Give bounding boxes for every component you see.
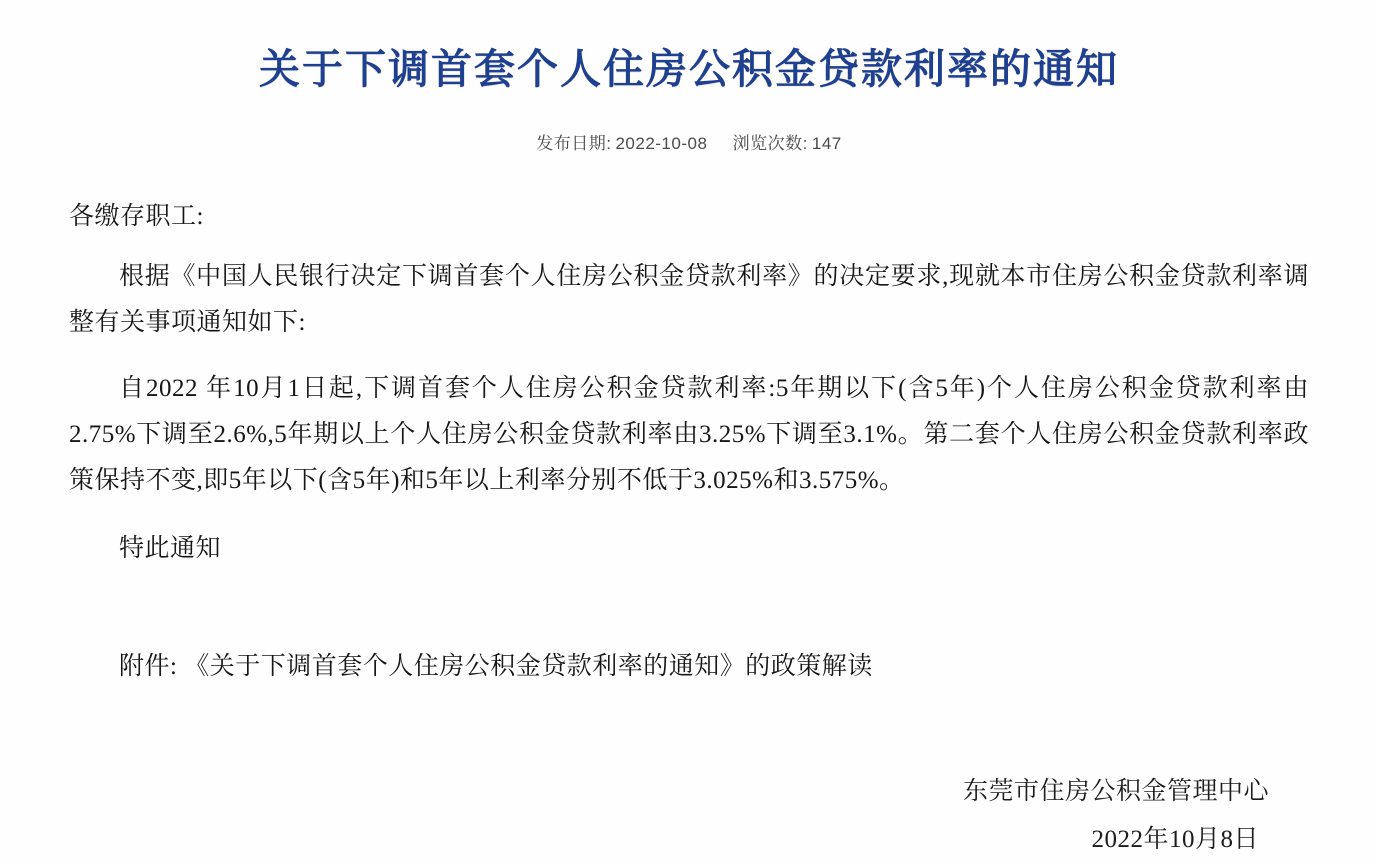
document-meta [0,129,1378,154]
paragraph-1: 根据《中国人民银行决定下调首套个人住房公积金贷款利率》的决定要求,现就本市住房公积金贷款利率调整有关事项通知如下: [69,263,1309,336]
paragraph-2: 自2022 年10月1日起,下调首套个人住房公积金贷款利率:5年期以下(含5年)个人住房公积金贷款利率由2.75%下调至2.6%,5年期以上个人住房公积金贷款利率由3.25%下调至3.1%。第二套个人住房公积金贷款利率政策保持不变,即5年以下(含5年)和5年以上利率分别不低于3.025%和3.575%。 [69,375,1309,494]
salutation: 各缴存职工: [69,203,204,230]
signature-date: 2022年10月8日 [1091,826,1259,853]
view-count-value: 147 [811,134,842,153]
view-count-group [733,129,842,154]
signature-block [69,768,1309,864]
publish-date-group [536,129,707,154]
publish-date-label: 发布日期: [536,134,612,153]
paragraph-3: 特此通知 [119,535,222,562]
publish-date-value: 2022-10-08 [615,134,708,153]
view-count-label: 浏览次数: [732,134,808,153]
page-title: 关于下调首套个人住房公积金贷款利率的通知 [259,46,1119,92]
document-body [69,154,1309,864]
attachment-line: 附件: 《关于下调首套个人住房公积金贷款利率的通知》的政策解读 [119,653,873,680]
signature-organization: 东莞市住房公积金管理中心 [962,778,1269,805]
